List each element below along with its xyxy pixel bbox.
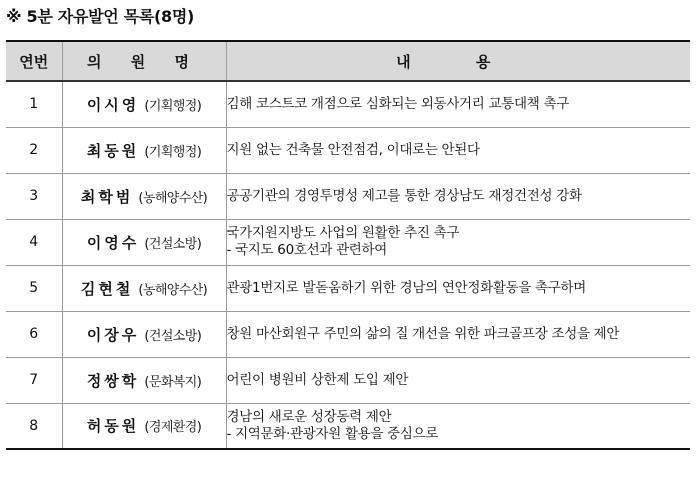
speech-topic [226, 357, 690, 403]
row-number: 2 [6, 127, 62, 173]
table-row [6, 311, 690, 357]
topic-subline: - 국지도 60호선과 관련하여 [226, 242, 388, 258]
member-cell [62, 127, 226, 173]
table-row [6, 265, 690, 311]
row-number: 5 [6, 265, 62, 311]
member-cell [62, 265, 226, 311]
row-number: 8 [6, 403, 62, 449]
header-number: 연번 [6, 41, 62, 81]
topic-line: 국가지원지방도 사업의 원활한 추진 촉구 [226, 225, 460, 241]
committee-name: (기획행정) [144, 98, 202, 114]
table-row [6, 81, 690, 127]
topic-line: 공공기관의 경영투명성 제고를 통한 경상남도 재정건전성 강화 [226, 187, 582, 204]
member-name: 이장우 [86, 325, 140, 344]
member-cell [62, 357, 226, 403]
member-cell [62, 403, 226, 449]
table-row [6, 173, 690, 219]
committee-name: (경제환경) [144, 420, 202, 436]
member-name: 최학범 [80, 187, 134, 206]
speech-topic [226, 311, 690, 357]
member-cell [62, 311, 226, 357]
speech-topic [226, 127, 690, 173]
committee-name: (건설소방) [144, 236, 202, 252]
member-name: 이영수 [86, 233, 140, 252]
header-content: 내 용 [226, 41, 690, 81]
speech-topic [226, 81, 690, 127]
member-cell [62, 219, 226, 265]
member-name: 정쌍학 [86, 371, 140, 390]
page-title: ※ 5분 자유발언 목록(8명) [6, 7, 195, 26]
member-name: 최동원 [86, 141, 140, 160]
table-row [6, 219, 690, 265]
topic-line: 창원 마산회원구 주민의 삶의 질 개선을 위한 파크골프장 조성을 제안 [226, 325, 620, 342]
topic-subline: - 지역문화·관광자원 활용을 중심으로 [226, 425, 439, 442]
row-number: 6 [6, 311, 62, 357]
committee-name: (문화복지) [144, 374, 202, 390]
committee-name: (건설소방) [144, 328, 202, 344]
member-name: 이시영 [86, 95, 140, 114]
table-row [6, 357, 690, 403]
row-number: 7 [6, 357, 62, 403]
table-row [6, 127, 690, 173]
row-number: 1 [6, 81, 62, 127]
committee-name: (농해양수산) [138, 282, 208, 298]
member-cell [62, 173, 226, 219]
member-name: 김현철 [80, 279, 134, 298]
committee-name: (기획행정) [144, 144, 202, 160]
header-member-name: 의 원 명 [62, 41, 226, 81]
free-speech-table [6, 40, 690, 450]
topic-line: 경남의 새로운 성장동력 제안 [226, 408, 392, 425]
topic-line: 김해 코스트코 개점으로 심화되는 외동사거리 교통대책 촉구 [226, 95, 569, 112]
row-number: 4 [6, 219, 62, 265]
row-number: 3 [6, 173, 62, 219]
speech-topic [226, 173, 690, 219]
member-name: 허동원 [86, 417, 140, 436]
topic-line: 어린이 병원비 상한제 도입 제안 [226, 371, 409, 388]
table-row [6, 403, 690, 449]
table-header-row [6, 41, 690, 81]
topic-line: 관광1번지로 발돋움하기 위한 경남의 연안정화활동을 촉구하며 [226, 279, 587, 296]
speech-topic [226, 265, 690, 311]
topic-line: 지원 없는 건축물 안전점검, 이대로는 안된다 [226, 141, 480, 158]
committee-name: (농해양수산) [138, 190, 208, 206]
member-cell [62, 81, 226, 127]
speech-topic [226, 403, 690, 449]
speech-topic [226, 219, 690, 265]
